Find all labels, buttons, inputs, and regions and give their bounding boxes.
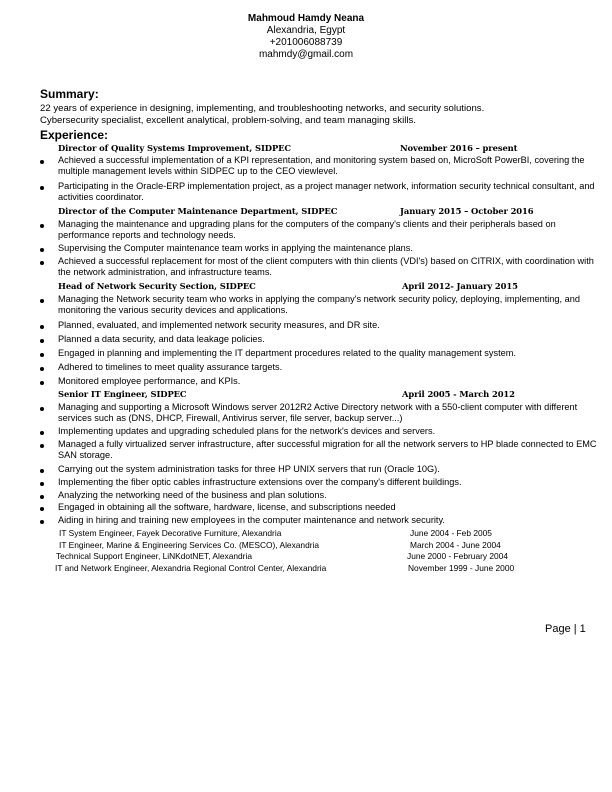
bullet-icon: [40, 348, 46, 359]
job-title: Senior IT Engineer, SIDPEC: [58, 389, 187, 399]
bullet-icon: [40, 477, 46, 488]
bullet-icon: [40, 426, 46, 437]
bullet-icon: [40, 155, 46, 166]
candidate-name: Mahmoud Hamdy Neana: [247, 13, 365, 24]
email: mahmdy@gmail.com: [258, 49, 354, 60]
bullet-icon: [40, 490, 46, 501]
early-position-role: IT and Network Engineer, Alexandria Regional Control Center, Alexandria: [55, 563, 327, 573]
bullet-icon: [40, 219, 46, 230]
bullet-icon: [40, 502, 46, 513]
early-position-dates: November 1999 - June 2000: [408, 563, 515, 573]
page-number: Page | 1: [545, 623, 586, 635]
early-position-role: Technical Support Engineer, LiNKdotNET, Alexandria: [56, 551, 252, 561]
contact-header: [0, 13, 612, 61]
job-dates: November 2016 – present: [400, 143, 518, 153]
bullet-icon: [40, 362, 46, 373]
job-dates: April 2005 - March 2012: [402, 389, 515, 399]
job-dates: January 2015 – October 2016: [400, 206, 534, 216]
summary-heading: Summary:: [40, 87, 99, 101]
bullet-icon: [40, 439, 46, 450]
bullet-icon: [40, 402, 46, 413]
bullet-icon: [40, 243, 46, 254]
location: Alexandria, Egypt: [266, 25, 346, 36]
job-title: Head of Network Security Section, SIDPEC: [58, 281, 256, 291]
bullet-icon: [40, 515, 46, 526]
early-position-dates: June 2000 - February 2004: [407, 551, 509, 561]
job-title: Director of Quality Systems Improvement, SIDPEC: [58, 143, 291, 153]
bullet-icon: [40, 294, 46, 305]
job-dates: April 2012- January 2015: [402, 281, 518, 291]
early-position-dates: March 2004 - June 2004: [410, 540, 501, 550]
bullet-icon: [40, 334, 46, 345]
summary-line: Cybersecurity specialist, excellent analytical, problem-solving, and team managing skills.: [40, 115, 416, 127]
job-title: Director of the Computer Maintenance Department, SIDPEC: [58, 206, 338, 216]
experience-heading: Experience:: [40, 128, 109, 142]
early-position-role: IT Engineer, Marine & Engineering Services Co. (MESCO), Alexandria: [59, 540, 320, 550]
early-position-dates: June 2004 - Feb 2005: [410, 528, 492, 538]
summary-text: [40, 103, 484, 128]
early-position-role: IT System Engineer, Fayek Decorative Furniture, Alexandria: [59, 528, 282, 538]
bullet-icon: [40, 181, 46, 192]
bullet-icon: [40, 376, 46, 387]
bullet-icon: [40, 464, 46, 475]
bullet-icon: [40, 320, 46, 331]
phone: +201006088739: [269, 37, 343, 48]
summary-line: 22 years of experience in designing, implementing, and troubleshooting networks, and security solutions.: [40, 103, 485, 114]
bullet-icon: [40, 256, 46, 267]
